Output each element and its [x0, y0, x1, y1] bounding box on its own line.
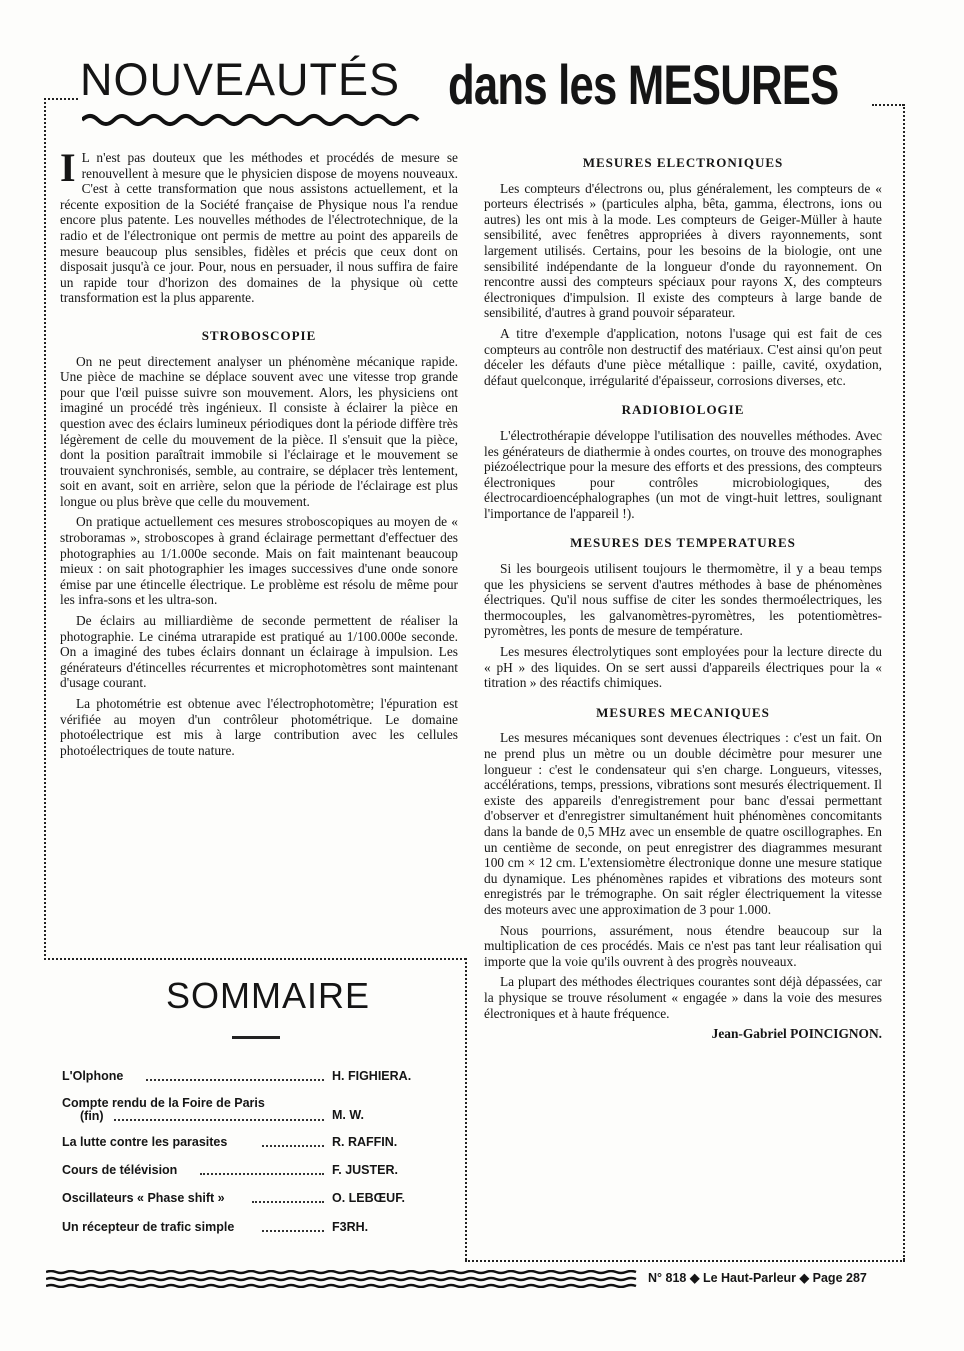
- sommaire-entry-title: Un récepteur de trafic simple: [62, 1220, 235, 1234]
- diamond-icon: ◆: [799, 1271, 810, 1285]
- intro-text: L n'est pas douteux que les méthodes et procédés de mesure se renouvellent à mesure que le physicien dispose de moyens nouveaux. C'est à cette transformation que nous assistons actuellement, et la récente exposition de la Société française de Physique nous l'a rendue encore plus patente. Les nouvelles méthodes de l'électrotechnique, de la radio et de l'électronique ont permis de mettre au point des appareils de mesure beaucoup plus sensibles, fidèles et précis que ceux dont on disposait jusqu'à ce jour. Pour, nous en persuader, il nous suffira de faire un rapide tour d'horizon des domaines de la physique où cette transformation est la plus apparente.: [60, 150, 458, 306]
- paragraph: La plupart des méthodes électriques courantes sont déjà dépassées, car la physique se trouve résolument « engagée » dans la voie des mesures électroniques et à haute fréquence.: [484, 974, 882, 1021]
- sommaire-entry-author: M. W.: [332, 1108, 364, 1122]
- sommaire-entry-title-continued: (fin): [80, 1109, 104, 1123]
- paragraph: La photométrie est obtenue avec l'électrophotomètre; l'épuration est vérifiée au moyen d'un contrôleur photométrique. Le domaine photoélectrique est mis à large contribution avec les cellules photoélectriques de toute nature.: [60, 696, 458, 758]
- intro-paragraph: [60, 145, 458, 306]
- paragraph: On ne peut directement analyser un phénomène mécanique rapide. Une pièce de machine se déplace souvent avec une vitesse trop grande pour que l'œil puisse suivre son mouvement. Alors, les physiciens ont imaginé un procédé très ingénieux. Il consiste à éclairer la pièce en question avec des éclairs lumineux périodiques dont la période diffère très légèrement de celle du mouvement de la pièce. Il s'ensuit que la pièce, dont la position paraîtrait immobile si l'éclairage et le mouvement se trouvaient synchronisés, semble, au contraire, se déplacer très lentement, soit en avant, soit en arrière, selon que la période de l'éclairage est plus longue ou plus brève que celle du mouvement.: [60, 353, 458, 509]
- section-title-mesures-temperatures: MESURES DES TEMPERATURES: [570, 535, 796, 551]
- leader-dots: [252, 1201, 324, 1203]
- sommaire-title: SOMMAIRE: [166, 975, 371, 1016]
- section-title-mesures-mecaniques: MESURES MECANIQUES: [596, 704, 770, 720]
- frame-middle-rule: [44, 958, 466, 960]
- paragraph: Les compteurs d'électrons ou, plus généralement, les compteurs de « porteurs électrisés » (particules alpha, bêta, gamma, électrons, ions ou autres) les ont mis à la mode. Les compteurs de Geiger-Müller à haute sensibilité, avec fenêtres appropriées à divers rayonnements, sont largement utilisés. Certains, pour les besoins de la biologie, ont une sensibilité indépendante de la longueur d'onde du rayonnement. On rencontre aussi des compteurs spéciaux pour rayons X, des compteurs électroniques d'impulsion. Il existe des compteurs à large bande de sensibilité, d'autres à grand pouvoir séparateur.: [484, 180, 882, 321]
- paragraph: De éclairs au milliardième de seconde permettent de réaliser la photographie. Le cinéma utrarapide est pratiqué au 1/100.000e seconde. On a imaginé des tubes éclairs donnant un éclairage à impulsion. Les générateurs d'étincelles récurrentes et microphotomètres sont maintenant d'usage courant.: [60, 613, 458, 691]
- issue-number: N° 818: [648, 1271, 687, 1285]
- paragraph: Les mesures électrolytiques sont employées pour la lecture directe du « pH » des liquides. On se sert aussi d'appareils électriques pour la « titration » des réactifs chimiques.: [484, 644, 882, 691]
- sommaire-entry-author: F. JUSTER.: [332, 1163, 398, 1177]
- leader-dots: [262, 1145, 324, 1147]
- sommaire-entry-author: O. LEBŒUF.: [332, 1191, 405, 1205]
- frame-bottom-rule: [465, 1260, 905, 1262]
- diamond-icon: ◆: [689, 1271, 700, 1285]
- page-number: Page 287: [812, 1271, 867, 1285]
- sommaire-rule: [232, 1036, 280, 1039]
- wavy-underline: [82, 112, 420, 128]
- leader-dots: [262, 1230, 324, 1232]
- right-column: [484, 155, 882, 1042]
- frame-middle-vertical: [465, 958, 467, 1260]
- title-nouveautes: NOUVEAUTÉS: [80, 54, 401, 105]
- author-signature: Jean-Gabriel POINCIGNON.: [711, 1026, 882, 1042]
- sommaire-entry-title: Compte rendu de la Foire de Paris: [62, 1096, 265, 1110]
- leader-dots: [114, 1119, 324, 1121]
- header-dotted-rule-left: [44, 98, 78, 100]
- sommaire-entry-title: L'Olphone: [62, 1069, 124, 1083]
- paragraph: L'électrothérapie développe l'utilisation des nouvelles méthodes. Avec les générateurs de diathermie à ondes courtes, on trouve des monographes piézoélectrique pour la mesure des efforts et des pressions, des compteurs électroniques pour contrôles microbiologiques, des électrocardioencéphalographes (un mot de vingt-huit lettres, soulignant l'importance de l'appareil !).: [484, 427, 882, 521]
- paragraph: On pratique actuellement ces mesures stroboscopiques au moyen de « stroboramas », stroboscopes à grand éclairage permettant d'effectuer des photographies au 1/1.000e seconde. Mais on fait maintenant beaucoup mieux : on sait photographier les images successives d'une onde sonore émise par une étincelle électrique. Le problème est résolu de même pour les infra-sons et les ultra-son.: [60, 514, 458, 608]
- frame-left-border: [44, 98, 46, 960]
- drop-cap: I: [60, 145, 76, 190]
- footer-wavy-stripes: [46, 1270, 642, 1288]
- sommaire-entry-author: R. RAFFIN.: [332, 1135, 398, 1149]
- header-dotted-rule-right: [872, 104, 904, 106]
- leader-dots: [200, 1173, 324, 1175]
- section-title-radiobiologie: RADIOBIOLOGIE: [621, 402, 745, 418]
- section-title-stroboscopie: STROBOSCOPIE: [201, 327, 317, 343]
- leader-dots: [146, 1079, 324, 1081]
- sommaire-entry-title: La lutte contre les parasites: [62, 1135, 228, 1149]
- paragraph: A titre d'exemple d'application, notons l'usage qui est fait de ces compteurs au contrôle non destructif des matériaux. C'est ainsi qu'on peut déceler les défauts d'une pièce métallique : paille, cavité, oxydation, défaut quelconque, irrégularité d'épaisseur, corrosions diverses, etc.: [484, 325, 882, 388]
- paragraph: Nous pourrions, assurément, nous étendre beaucoup sur la multiplication de ces procédés. Mais ce n'est pas tant leur réalisation qui importe que la voie qu'ils ouvrent à des progrès nouveaux.: [484, 922, 882, 969]
- paragraph: Si les bourgeois utilisent toujours le thermomètre, il y a beau temps que les physiciens se servent d'autres méthodes à base de phénomènes électriques. Qu'il nous suffise de citer les sondes thermoélectriques, les thermocouples, les galvanomètres-pyromètres, les potentiomètres-pyromètres, les ponts de mesure de température.: [484, 561, 882, 639]
- magazine-name: Le Haut-Parleur: [702, 1271, 797, 1285]
- sommaire-entry-title: Cours de télévision: [62, 1163, 178, 1177]
- left-column: [60, 145, 458, 763]
- section-title-mesures-electroniques: MESURES ELECTRONIQUES: [582, 155, 784, 170]
- title-dans-les-mesures: dans les MESURES: [448, 53, 839, 116]
- sommaire-entry-author: H. FIGHIERA.: [332, 1069, 412, 1083]
- sommaire-entry-author: F3RH.: [332, 1220, 369, 1234]
- footer-folio: [648, 1270, 867, 1285]
- frame-right-border: [903, 104, 905, 1260]
- paragraph: Les mesures mécaniques sont devenues électriques : c'est un fait. On ne prend plus un mètre ou un double décimètre pour mesurer une longueur : c'est le condensateur qui s'en charge. Longueurs, vitesses, accélérations, temps, pressions, vibrations sont mesurés électriquement. Il existe des appareils d'enregistrement pour banc d'essai permettant d'observer et d'enregistrer simultanément huit phénomènes concomitants dans la bande de 0,5 MHz avec un ensemble de quatre oscillographes. En un centième de seconde, on peut enregistrer des diagrammes mesurant 100 cm × 12 cm. L'extensiomètre électronique donne une mesure statique du dynamique. Les phénomènes rapides et vibrations des moteurs sont enregistrés par le trémographe. On sait régler électriquement la vitesse des moteurs avec une approximation de 3 pour 1.000.: [484, 730, 882, 917]
- sommaire-entry-title: Oscillateurs « Phase shift »: [62, 1191, 225, 1205]
